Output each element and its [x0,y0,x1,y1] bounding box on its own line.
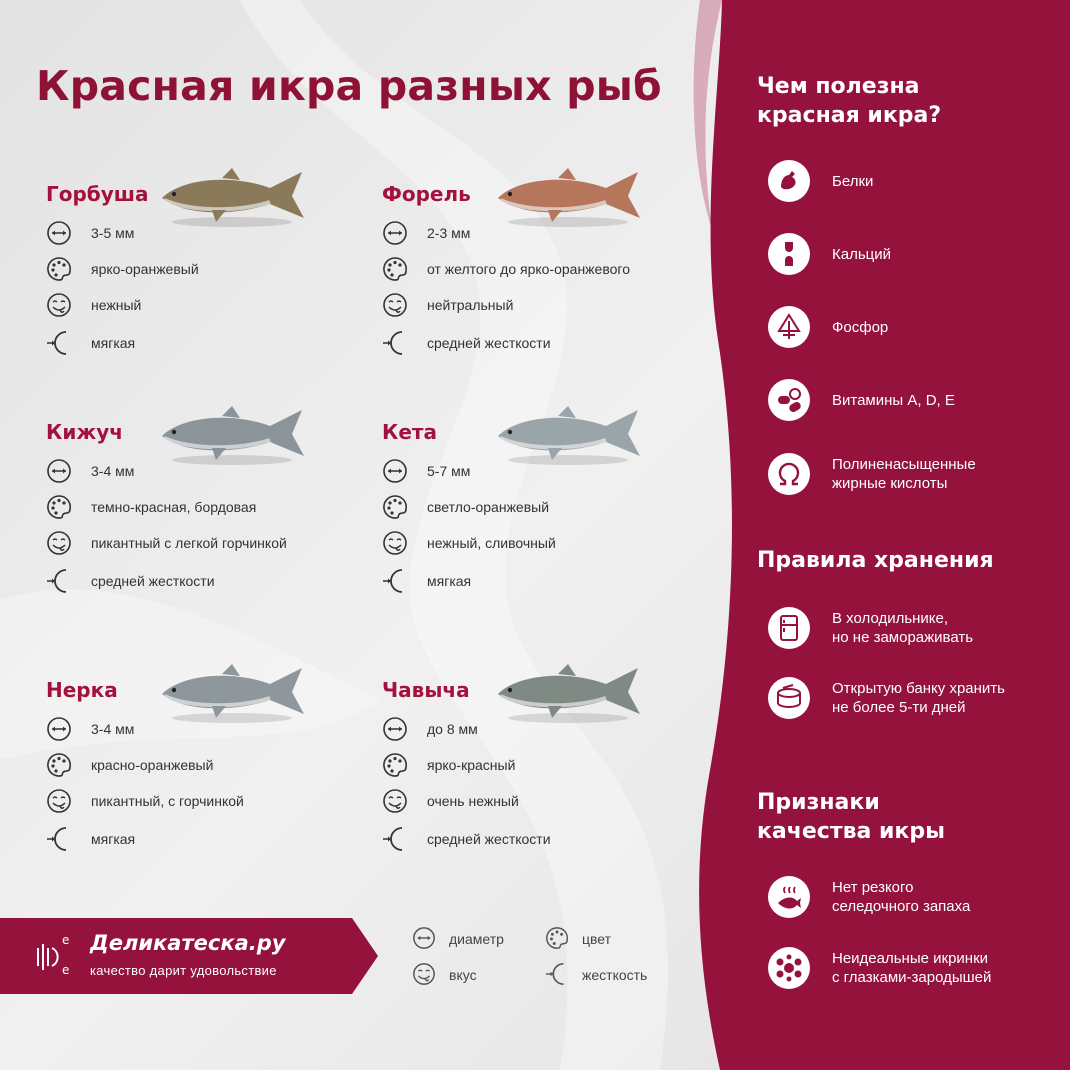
fish-prop-diameter-value: 2-3 мм [427,225,471,241]
icon-circle [768,160,810,202]
fish-prop-hardness [46,330,366,356]
storage-item-label: но не замораживать [832,629,974,646]
taste-face-icon [412,962,436,986]
storage-item [768,607,1058,649]
taste-face-icon [46,530,72,556]
benefits-item-label: Фосфор [832,319,889,336]
fish-prop-taste [382,788,702,814]
fish-prop-hardness-value: средней жесткости [427,831,551,847]
fish-prop-taste-value: пикантный с легкой горчинкой [91,535,287,551]
fish-prop-taste-value: пикантный, с горчинкой [91,793,244,809]
palette-icon [382,752,408,778]
benefits-item-label: Витамины A, D, E [832,392,955,409]
fish-prop-taste-value: нежный [91,297,142,313]
brand-banner [0,918,378,994]
fish-prop-hardness-value: средней жесткости [427,335,551,351]
quality-item-label: Неидеальные икринки [832,950,989,967]
storage-heading: Правила хранения [757,548,994,573]
fish-prop-color [46,256,366,282]
diameter-icon [46,716,72,742]
fish-name: Форель [382,182,471,206]
fish-name: Кижуч [46,420,124,444]
fish-card [382,420,702,620]
benefits-item [768,233,1058,275]
fish-card [46,420,366,620]
svg-text:e: e [62,963,70,977]
quality-heading: Признаки качества икры [757,790,946,844]
icon-circle [768,876,810,918]
taste-face-icon [382,530,408,556]
fish-prop-color-value: темно-красная, бордовая [91,499,257,515]
hardness-icon [46,826,72,852]
fish-prop-hardness-value: мягкая [427,573,472,589]
fish-card [46,678,366,878]
fish-prop-hardness-value: средней жесткости [91,573,215,589]
fish-illustration [152,660,312,724]
fish-prop-diameter [382,716,702,742]
phosphorus-icon [775,313,803,341]
quality-item-label: Нет резкого [832,879,914,896]
storage-item-label: Открытую банку хранить [832,680,1005,697]
benefits-item [768,453,1058,495]
legend-hardness-label: жесткость [582,967,648,983]
fish-prop-diameter [46,220,366,246]
benefits-item-label: Полиненасыщенные [832,456,976,473]
fish-prop-hardness [46,568,366,594]
fish-name: Горбуша [46,182,149,206]
palette-icon [46,494,72,520]
page-title: Красная икра разных рыб [36,62,662,110]
fish-card [382,182,702,382]
taste-face-icon [46,788,72,814]
storage-item-label: В холодильнике, [832,610,949,627]
fish-prop-diameter-value: 3-4 мм [91,463,135,479]
diameter-icon [46,458,72,484]
palette-icon [382,494,408,520]
palette-icon [46,752,72,778]
fish-prop-hardness [382,826,702,852]
fish-prop-diameter-value: 3-5 мм [91,225,135,241]
fish-prop-color [46,494,366,520]
icon-circle [768,233,810,275]
fish-prop-diameter [46,458,366,484]
fish-card [46,182,366,382]
icon-circle [768,453,810,495]
fish-prop-hardness-value: мягкая [91,335,136,351]
diameter-icon [382,716,408,742]
fish-name: Нерка [46,678,118,702]
taste-face-icon [382,788,408,814]
jar-icon [775,684,803,712]
fish-prop-hardness [46,826,366,852]
fish-prop-diameter-value: до 8 мм [427,721,478,737]
fish-prop-taste-value: нежный, сливочный [427,535,556,551]
fish-prop-color-value: ярко-оранжевый [91,261,199,277]
fish-prop-color [46,752,366,778]
legend-color-label: цвет [582,931,612,947]
omega-icon [775,460,803,488]
hardness-icon [46,330,72,356]
benefits-item-label: жирные кислоты [832,475,948,492]
benefits-item-label: Белки [832,173,874,190]
fish-prop-diameter-value: 5-7 мм [427,463,471,479]
fish-prop-color-value: светло-оранжевый [427,499,550,515]
legend-taste-label: вкус [449,967,477,983]
diameter-icon [46,220,72,246]
quality-item-label: с глазками-зародышей [832,969,992,986]
icon-circle [768,677,810,719]
brand-tagline: качество дарит удовольствие [90,963,277,978]
fish-prop-taste [382,530,702,556]
fish-smell-icon [775,883,803,911]
fish-prop-color [382,256,702,282]
pills-icon [775,386,803,414]
storage-item [768,677,1058,719]
benefits-item-label: Кальций [832,246,891,263]
fish-prop-color [382,494,702,520]
svg-text:e: e [62,933,70,947]
hardness-icon [46,568,72,594]
brand-name[interactable]: Деликатеска.ру [90,931,286,955]
fish-prop-taste [382,292,702,318]
diameter-icon [382,220,408,246]
fish-name: Чавыча [382,678,470,702]
diameter-icon [412,926,436,950]
fridge-icon [775,614,803,642]
joint-icon [775,240,803,268]
fish-illustration [488,402,648,466]
taste-face-icon [46,292,72,318]
icon-circle [768,947,810,989]
benefits-item [768,379,1058,421]
benefits-item [768,306,1058,348]
diameter-icon [382,458,408,484]
quality-item-label: селедочного запаха [832,898,971,915]
hardness-icon [382,330,408,356]
icon-circle [768,379,810,421]
fish-prop-color-value: красно-оранжевый [91,757,214,773]
hardness-icon [382,568,408,594]
fish-illustration [488,660,648,724]
hardness-icon [545,962,569,986]
quality-item [768,947,1058,989]
caviar-eggs-icon [775,954,803,982]
fish-prop-diameter-value: 3-4 мм [91,721,135,737]
hardness-icon [382,826,408,852]
fish-illustration [152,402,312,466]
icon-circle [768,607,810,649]
fish-card [382,678,702,878]
fish-prop-color-value: от желтого до ярко-оранжевого [427,261,630,277]
fish-prop-taste [46,788,366,814]
fish-prop-color-value: ярко-красный [427,757,516,773]
fish-prop-color [382,752,702,778]
muscle-icon [775,167,803,195]
quality-item [768,876,1058,918]
benefits-heading: Чем полезна красная икра? [757,74,942,128]
benefits-item [768,160,1058,202]
fish-prop-taste-value: нейтральный [427,297,514,313]
fish-illustration [488,164,648,228]
palette-icon [46,256,72,282]
fish-prop-diameter [382,220,702,246]
fish-prop-taste [46,292,366,318]
palette-icon [382,256,408,282]
icon-circle [768,306,810,348]
fish-prop-hardness [382,330,702,356]
fish-prop-hardness [382,568,702,594]
fish-illustration [152,164,312,228]
fish-name: Кета [382,420,437,444]
fish-prop-diameter [382,458,702,484]
taste-face-icon [382,292,408,318]
palette-icon [545,926,569,950]
fish-prop-taste-value: очень нежный [427,793,519,809]
legend-diameter-label: диаметр [449,931,504,947]
storage-item-label: не более 5-ти дней [832,699,966,716]
fish-prop-taste [46,530,366,556]
fish-prop-diameter [46,716,366,742]
fish-prop-hardness-value: мягкая [91,831,136,847]
